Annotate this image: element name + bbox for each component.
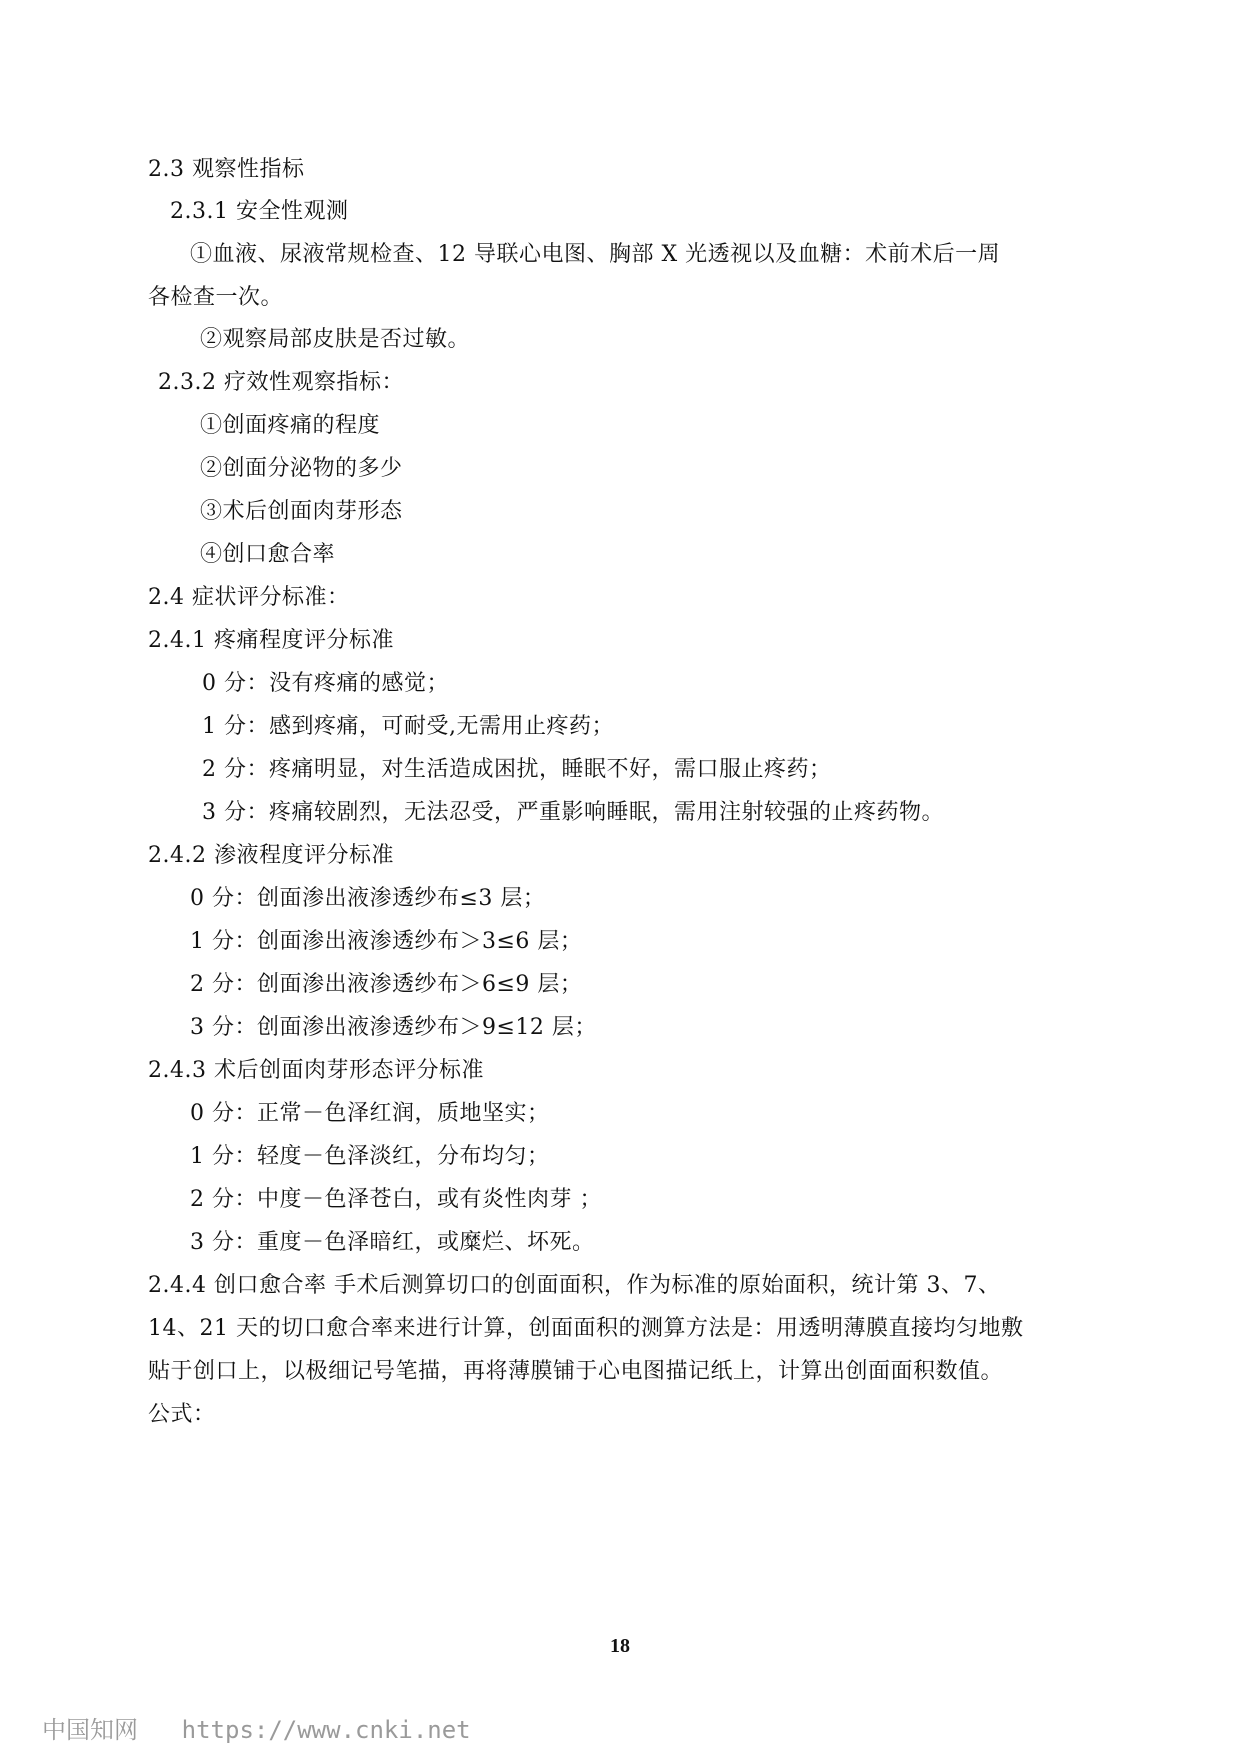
paragraph-line: ①血液、尿液常规检查、12 导联心电图、胸部 X 光透视以及血糖：术前术后一周 bbox=[190, 242, 1001, 267]
list-item: 0 分：正常－色泽红润，质地坚实； bbox=[190, 1101, 550, 1126]
list-item: 2 分：中度－色泽苍白，或有炎性肉芽 ； bbox=[190, 1187, 602, 1212]
list-item: ③术后创面肉芽形态 bbox=[200, 499, 403, 524]
list-item: 3 分：创面渗出液渗透纱布＞9≤12 层； bbox=[190, 1015, 597, 1040]
subsection-heading: 2.3.2 疗效性观察指标： bbox=[158, 370, 404, 395]
paragraph-line: 2.4.4 创口愈合率 手术后测算切口的创面面积，作为标准的原始面积，统计第 3、7、 bbox=[148, 1273, 1001, 1298]
subsection-heading: 2.4.2 渗液程度评分标准 bbox=[148, 843, 394, 868]
list-item: 1 分：感到疼痛，可耐受,无需用止疼药； bbox=[202, 714, 614, 739]
list-item: 0 分：没有疼痛的感觉； bbox=[202, 671, 449, 696]
subsection-heading: 2.3.1 安全性观测 bbox=[170, 199, 349, 224]
watermark-brand: 中国知网 bbox=[42, 1716, 138, 1744]
section-heading: 2.3 观察性指标 bbox=[148, 157, 305, 182]
paragraph-line: 公式： bbox=[148, 1402, 216, 1427]
paragraph-line: 贴于创口上，以极细记号笔描，再将薄膜铺于心电图描记纸上，计算出创面面积数值。 bbox=[148, 1359, 1004, 1384]
list-item: ④创口愈合率 bbox=[200, 542, 336, 567]
list-item: 2 分：疼痛明显，对生活造成困扰，睡眠不好，需口服止疼药； bbox=[202, 757, 832, 782]
list-item: 3 分：重度－色泽暗红，或糜烂、坏死。 bbox=[190, 1230, 595, 1255]
list-item: 1 分：轻度－色泽淡红，分布均匀； bbox=[190, 1144, 550, 1169]
list-item: ①创面疼痛的程度 bbox=[200, 413, 381, 438]
subsection-heading: 2.4.3 术后创面肉芽形态评分标准 bbox=[148, 1058, 484, 1083]
list-item: 0 分：创面渗出液渗透纱布≤3 层； bbox=[190, 886, 546, 911]
list-item: 1 分：创面渗出液渗透纱布＞3≤6 层； bbox=[190, 929, 583, 954]
list-item: 2 分：创面渗出液渗透纱布＞6≤9 层； bbox=[190, 972, 583, 997]
subsection-heading: 2.4.1 疼痛程度评分标准 bbox=[148, 628, 394, 653]
list-item: ②创面分泌物的多少 bbox=[200, 456, 403, 481]
watermark-site-link[interactable]: https://www.cnki.net bbox=[181, 1716, 471, 1744]
paragraph-line: 14、21 天的切口愈合率来进行计算，创面面积的测算方法是：用透明薄膜直接均匀地敷 bbox=[148, 1316, 1024, 1341]
cnki-watermark bbox=[42, 1710, 471, 1745]
paragraph-line: 各检查一次。 bbox=[148, 285, 284, 310]
list-item: 3 分：疼痛较剧烈，无法忍受，严重影响睡眠，需用注射较强的止疼药物。 bbox=[202, 800, 944, 825]
list-item: ②观察局部皮肤是否过敏。 bbox=[200, 327, 471, 352]
page-number: 18 bbox=[610, 1635, 630, 1657]
section-heading: 2.4 症状评分标准： bbox=[148, 585, 350, 610]
